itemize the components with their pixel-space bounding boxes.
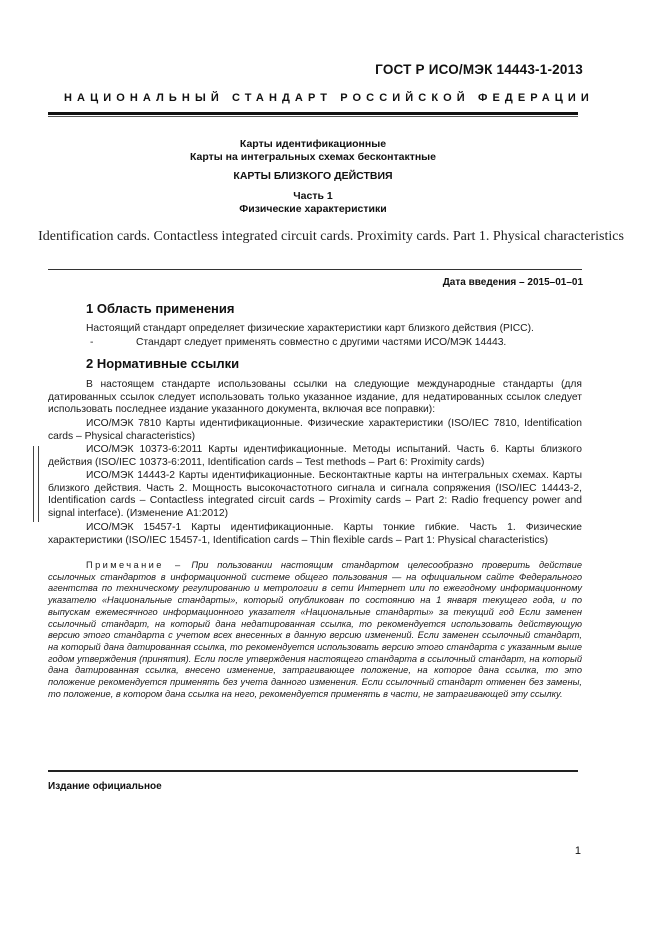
section-1-paragraph-2	[48, 337, 582, 350]
note-label: Примечание –	[86, 560, 183, 570]
title-line-3: КАРТЫ БЛИЗКОГО ДЕЙСТВИЯ	[233, 170, 393, 182]
title-line-1: Карты идентификационные	[239, 138, 387, 150]
section-2-heading: 2 Нормативные ссылки	[86, 356, 240, 371]
section-1-heading: 1 Область применения	[86, 301, 235, 316]
note-text: При пользовании настоящим стандартом целесообразно проверить действие ссылочных стандартов в информационной системе общего пользования — на официальном сайте Федерального агентства по техническому регулированию и метрологии в сети Интернет или по ежегодному информационному указателю «Национальные стандарты», который опубликован по состоянию на 1 января текущего года, и по выпускам ежемесячного информационного указателя «Национальные стандарты» за текущий год Если заменен ссылочный стандарт, на который дана недатированная ссылка, то рекомендуется использовать действующую версию этого стандарта с учетом всех внесенных в данную версию изменений. Если заменен ссылочный стандарт, на который дана датированная ссылка, то рекомендуется использовать версию этого стандарта с указанным выше годом утверждения (принятия). Если после утверждения настоящего стандарта в ссылочный стандарт, на который дана датированная ссылка, внесено изменение, затрагивающее положение, на которое дана ссылка, то это положение рекомендуется применять без учета данного изменения. Если ссылочный стандарт отменен без замены, то положение, в котором дана ссылка на него, рекомендуется применять в части, не затрагивающей эту ссылку.	[48, 560, 583, 699]
section-2-paragraph-1: В настоящем стандарте использованы ссылки на следующие международные стандарты (для датированных ссылок следует использовать только указанное издание, для недатированных ссылок следует использовать последнее издание указанного документа, включая все поправки):	[48, 379, 582, 416]
footer-rule	[48, 770, 578, 772]
national-standard-title: НАЦИОНАЛЬНЫЙ СТАНДАРТ РОССИЙСКОЙ ФЕДЕРАЦИИ	[64, 92, 594, 104]
list-dash: -	[90, 337, 94, 348]
section-1-paragraph-2-text: Стандарт следует применять совместно с другими частями ИСО/МЭК 14443.	[136, 337, 507, 348]
header-rule-thin	[48, 116, 578, 117]
introduction-date: Дата введения – 2015–01–01	[442, 277, 583, 288]
edition-label: Издание официальное	[48, 781, 162, 792]
english-title: Identification cards. Contactless integrated circuit cards. Proximity cards. Part 1. Physical characteristics	[38, 229, 624, 244]
page-number: 1	[574, 845, 581, 857]
note-paragraph	[48, 560, 582, 700]
standard-number: ГОСТ Р ИСО/МЭК 14443-1-2013	[375, 62, 583, 77]
title-line-5: Физические характеристики	[239, 203, 387, 215]
section-1-paragraph-1: Настоящий стандарт определяет физические характеристики карт близкого действия (PICC).	[86, 323, 534, 334]
header-rule-thick	[48, 112, 578, 115]
reference-iso-14443-2: ИСО/МЭК 14443-2 Карты идентификационные. Бесконтактные карты на интегральных схемах. Карты близкого действия. Часть 2. Мощность высокочастотного сигнала и сигнала сопряжения (ISO/IEC 14443-2, Identification cards – Contactless integrated circuit cards – Proximity cards – Part 2: Radio frequency power and signal interface). (Изменение A1:2012)	[48, 470, 582, 519]
title-line-4: Часть 1	[293, 190, 333, 202]
title-part-block	[48, 190, 578, 216]
reference-iso-15457-1: ИСО/МЭК 15457-1 Карты идентификационные. Карты тонкие гибкие. Часть 1. Физические характеристики (ISO/IEC 15457-1, Identification cards – Thin flexible cards – Part 1: Physical characteristics)	[48, 522, 582, 546]
reference-iso-10373-6: ИСО/МЭК 10373-6:2011 Карты идентификационные. Методы испытаний. Часть 6. Карты близкого действия (ISO/IEC 10373-6:2011, Identification cards – Test methods – Part 6: Proximity cards)	[48, 444, 582, 468]
title-divider	[48, 269, 582, 270]
change-marker-bar	[33, 446, 34, 522]
reference-iso-7810: ИСО/МЭК 7810 Карты идентификационные. Физические характеристики (ISO/IEC 7810, Identification cards – Physical characteristics)	[48, 418, 582, 442]
document-title-block	[48, 138, 578, 164]
title-line-2: Карты на интегральных схемах бесконтактные	[189, 151, 436, 163]
change-marker-bar	[38, 446, 39, 522]
